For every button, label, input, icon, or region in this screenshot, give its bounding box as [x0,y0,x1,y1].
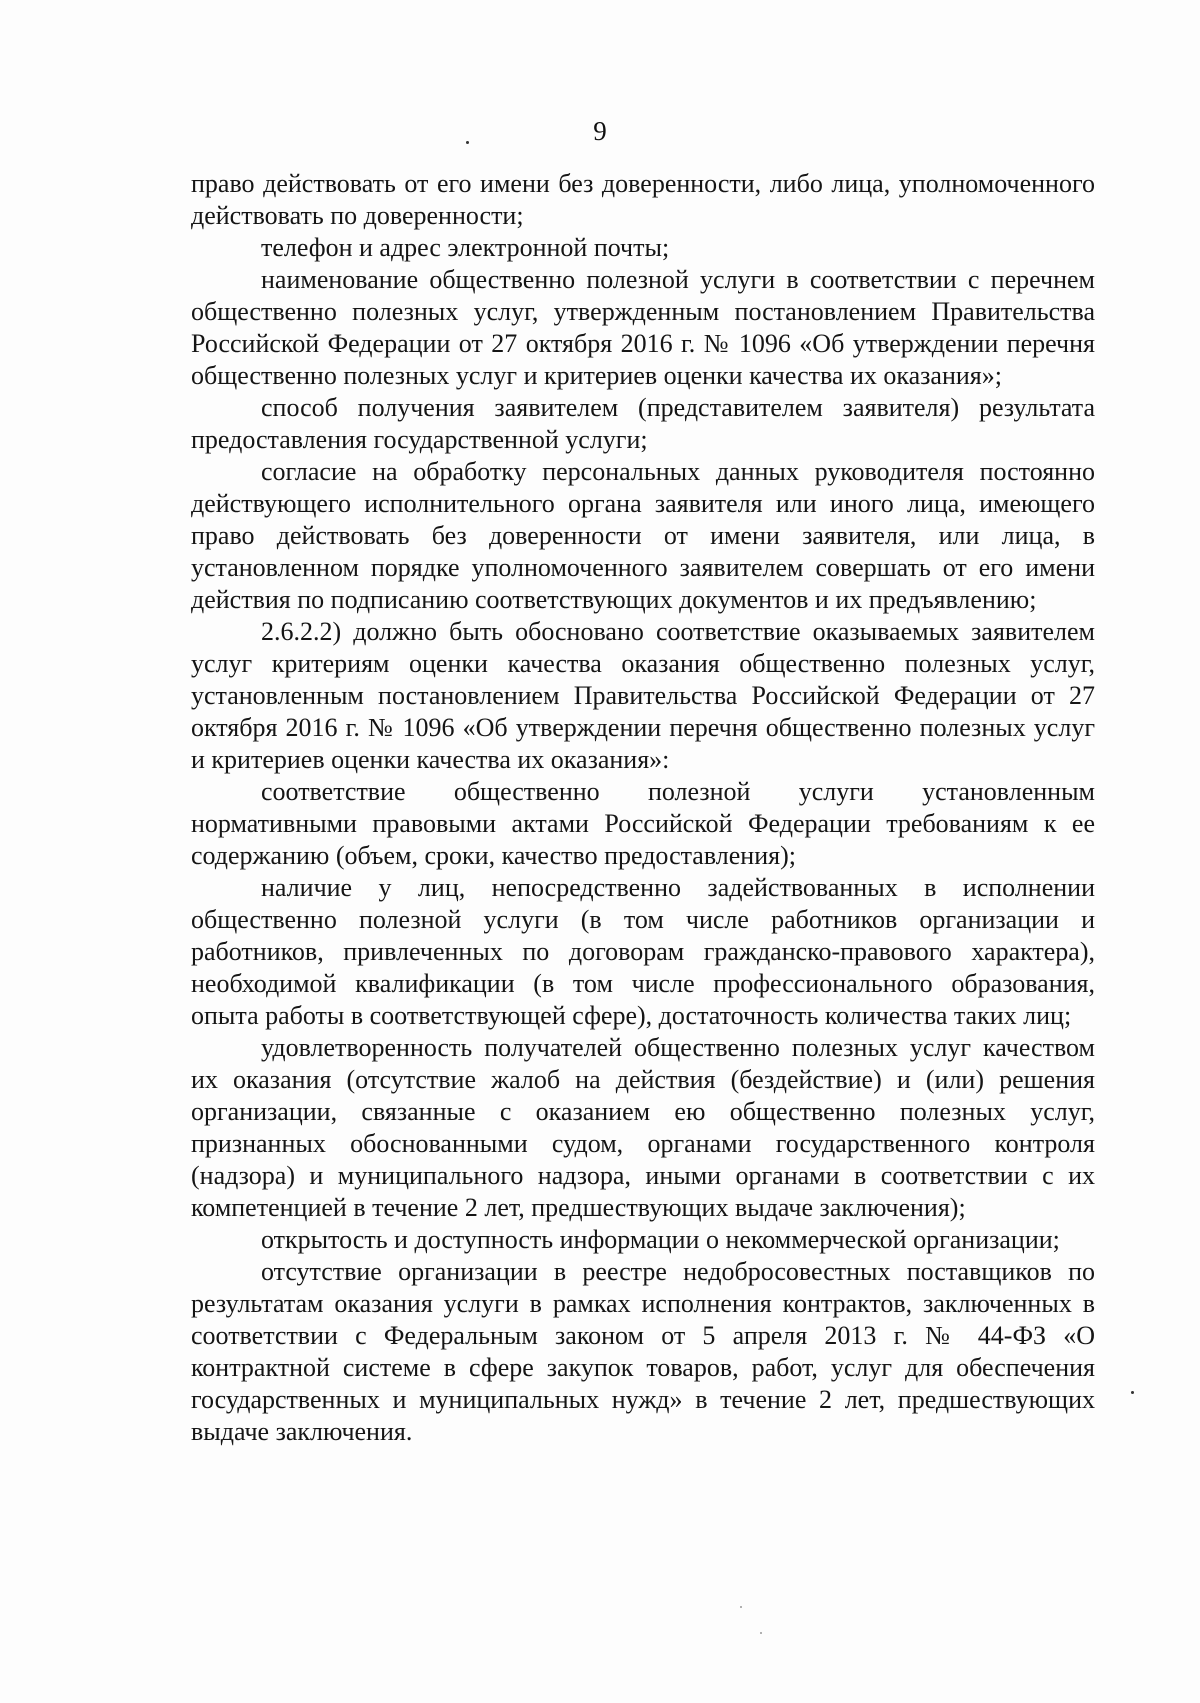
paragraph-qualification: наличие у лиц, непосредственно задействованных в исполнении общественно полезной услуги (в том числе работников организации и работников, привлеченных по договорам гражданско-правового характера), необходимой квалификации (в том числе профессионального образования, опыта работы в соответствующей сфере), достаточность количества таких лиц; [191,873,1095,1030]
scan-speck [760,1632,762,1634]
paragraph-continuation: право действовать от его имени без доверенности, либо лица, уполномоченного действовать по доверенности; [191,169,1095,230]
paragraph-satisfaction: удовлетворенность получателей общественно полезных услуг качеством их оказания (отсутствие жалоб на действия (бездействие) и (или) решения организации, связанные с оказанием ею общественно полезных услуг, признанных обоснованными судом, органами государственного контроля (надзора) и муниципального надзора, иными органами в соответствии с их компетенцией в течение 2 лет, предшествующих выдаче заключения); [191,1033,1095,1222]
scan-speck [1131,1391,1134,1394]
paragraph-service-name: наименование общественно полезной услуги в соответствии с перечнем общественно полезных услуг, утвержденным постановлением Правительства Российской Федерации от 27 октября 2016 г. № 1096 «Об утверждении перечня общественно полезных услуг и критериев оценки качества их оказания»; [191,265,1095,390]
document-body [191,168,1095,1448]
paragraph-personal-data-consent: согласие на обработку персональных данных руководителя постоянно действующего исполнительного органа заявителя или иного лица, имеющего право действовать без доверенности от имени заявителя, или лица, в установленном порядке уполномоченного заявителем совершать от его имени действия по подписанию соответствующих документов и их предъявлению; [191,457,1095,614]
scan-speck [466,141,469,144]
paragraph-registry-absence: отсутствие организации в реестре недобросовестных поставщиков по результатам оказания услуги в рамках исполнения контрактов, заключенных в соответствии с Федеральным законом от 5 апреля 2013 г. № 44-ФЗ «О контрактной системе в сфере закупок товаров, работ, услуг для обеспечения государственных и муниципальных нужд» в течение 2 лет, предшествующих выдаче заключения. [191,1257,1095,1446]
paragraph-result-method: способ получения заявителем (представителем заявителя) результата предоставления государственной услуги; [191,393,1095,454]
paragraph-openness: открытость и доступность информации о некоммерческой организации; [261,1225,1060,1254]
paragraph-phone-email: телефон и адрес электронной почты; [261,233,670,262]
page-number: 9 [593,116,607,146]
scan-speck [740,1606,742,1608]
paragraph-clause-2-6-2-2: 2.6.2.2) должно быть обосновано соответствие оказываемых заявителем услуг критериям оценки качества оказания общественно полезных услуг, установленным постановлением Правительства Российской Федерации от 27 октября 2016 г. № 1096 «Об утверждении перечня общественно полезных услуг и критериев оценки качества их оказания»: [191,617,1095,774]
paragraph-service-compliance: соответствие общественно полезной услуги установленным нормативными правовыми актами Российской Федерации требованиям к ее содержанию (объем, сроки, качество предоставления); [191,777,1095,870]
